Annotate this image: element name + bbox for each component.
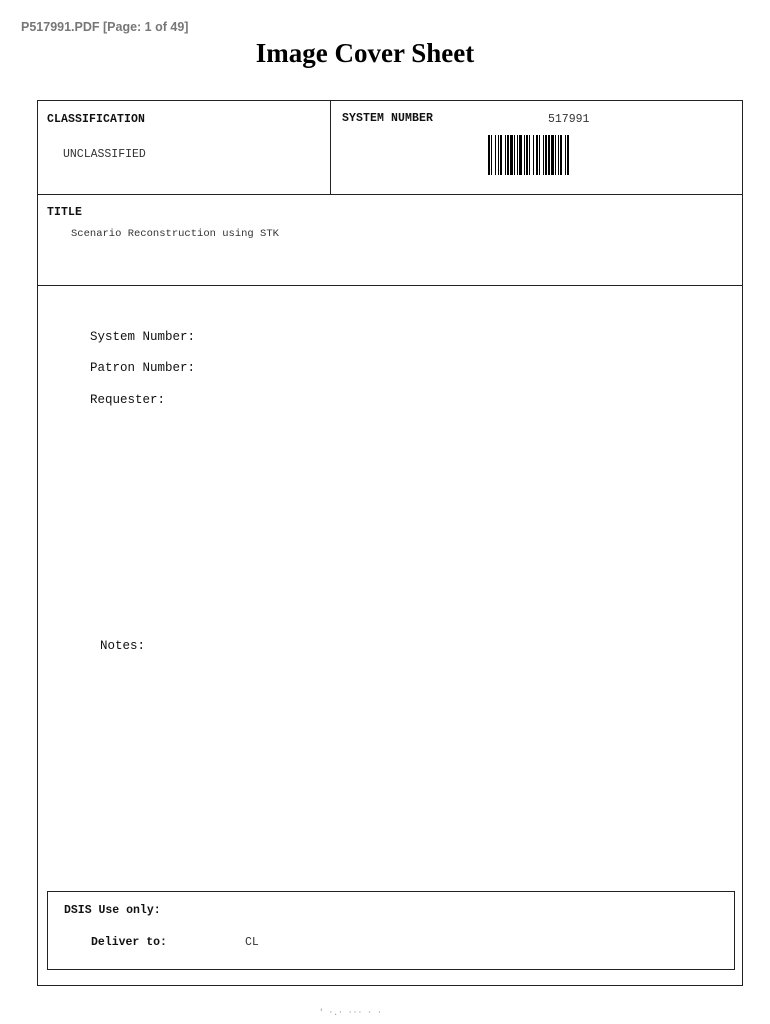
notes-field-label: Notes: <box>100 639 146 653</box>
cover-sheet-frame <box>37 100 743 986</box>
page-title: Image Cover Sheet <box>255 38 475 68</box>
file-header-label: P517991.PDF [Page: 1 of 49] <box>21 20 189 34</box>
title-label: TITLE <box>47 206 83 219</box>
document-title: Scenario Reconstruction using STK <box>71 228 279 240</box>
classification-value: UNCLASSIFIED <box>63 148 146 161</box>
system-number-field-label: System Number: <box>90 330 196 344</box>
patron-number-field-label: Patron Number: <box>90 361 196 375</box>
system-number-value: 517991 <box>548 113 590 126</box>
dsis-box <box>47 891 735 970</box>
barcode-icon <box>488 135 644 175</box>
classification-label: CLASSIFICATION <box>47 113 146 126</box>
deliver-to-label: Deliver to: <box>91 936 167 949</box>
requester-field-label: Requester: <box>90 393 166 407</box>
divider <box>38 194 742 195</box>
dsis-label: DSIS Use only: <box>64 904 161 917</box>
system-number-label: SYSTEM NUMBER <box>342 112 434 125</box>
divider <box>330 101 331 194</box>
divider <box>38 285 742 286</box>
deliver-to-value: CL <box>245 936 259 949</box>
scan-artifact-marks: ' ·.· ··· · · <box>320 1008 383 1018</box>
